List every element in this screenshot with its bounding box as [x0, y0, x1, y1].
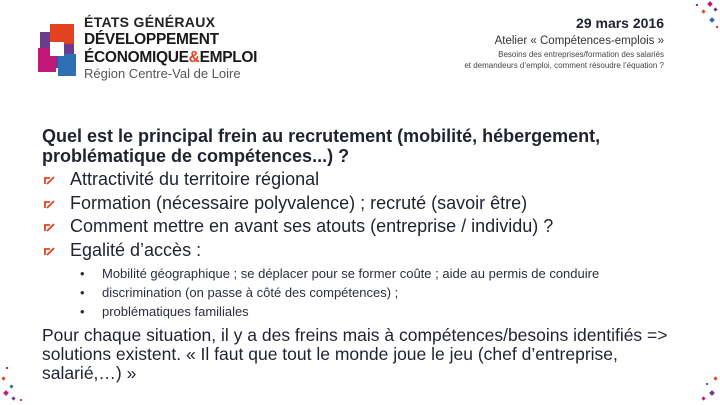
bullet-item: [42, 192, 682, 216]
bullet-marker-icon: [44, 197, 56, 209]
bullet-marker-icon: [44, 220, 56, 232]
logo-region: Région Centre-Val de Loire: [84, 66, 241, 81]
sub-bullet-dot-icon: •: [80, 285, 85, 300]
bullet-item: [42, 239, 682, 263]
sub-bullet-item: [42, 304, 682, 320]
conclusion-text: Pour chaque situation, il y a des freins mais à compétences/besoins identifiés => solutions existent. « Il faut que tout le monde joue le jeu (chef d’entreprise, salarié,…) »: [42, 325, 668, 383]
sub-bullet-text: problématiques familiales: [102, 304, 249, 319]
main-question: Quel est le principal frein au recrutement (mobilité, hébergement, problématique de compétences...) ?: [42, 126, 601, 166]
workshop-title: Atelier « Compétences-emplois »: [494, 35, 664, 47]
logo-ampersand: &: [188, 49, 200, 66]
corner-decoration-bottom-left-icon: [0, 345, 40, 405]
workshop-subtitle-line-2: et demandeurs d’emploi, comment résoudre l’équation ?: [464, 61, 664, 70]
slide-content: [42, 126, 682, 383]
sub-bullet-text: Mobilité géographique ; se déplacer pour se former coûte ; aide au permis de conduire: [102, 266, 600, 281]
logo-word-economique: ÉCONOMIQUE: [84, 49, 189, 66]
event-logo: [36, 14, 258, 84]
corner-decoration-bottom-right-icon: [686, 351, 720, 405]
bullet-text: Formation (nécessaire polyvalence) ; recruté (savoir être): [70, 192, 528, 213]
sub-bullet-text: discrimination (on passe à côté des compétences) ;: [102, 285, 399, 300]
corner-decoration-top-right-icon: [674, 0, 720, 40]
sub-bullet-dot-icon: •: [80, 304, 85, 319]
bullet-item: [42, 168, 682, 192]
workshop-subtitle-line-1: Besoins des entreprises/formation des salariés: [498, 50, 664, 59]
sub-bullet-item: [42, 285, 682, 301]
sub-bullet-list: [42, 266, 682, 320]
sub-bullet-item: [42, 266, 682, 282]
bullet-item: [42, 215, 682, 239]
logo-line-3: [84, 49, 257, 67]
bullet-marker-icon: [44, 244, 56, 256]
logo-line-1: ÉTATS GÉNÉRAUX: [84, 14, 216, 30]
bullet-list: [42, 168, 682, 262]
bullet-text: Egalité d’accès :: [70, 239, 202, 260]
logo-line-2: DÉVELOPPEMENT: [84, 31, 219, 48]
bullet-marker-icon: [44, 173, 56, 185]
event-date: 29 mars 2016: [576, 15, 664, 31]
sub-bullet-dot-icon: •: [80, 266, 85, 281]
logo-word-emploi: EMPLOI: [199, 49, 258, 66]
bullet-text: Comment mettre en avant ses atouts (entreprise / individu) ?: [70, 216, 554, 236]
bullet-text: Attractivité du territoire régional: [70, 169, 320, 189]
logo-mark-icon: [36, 18, 80, 82]
